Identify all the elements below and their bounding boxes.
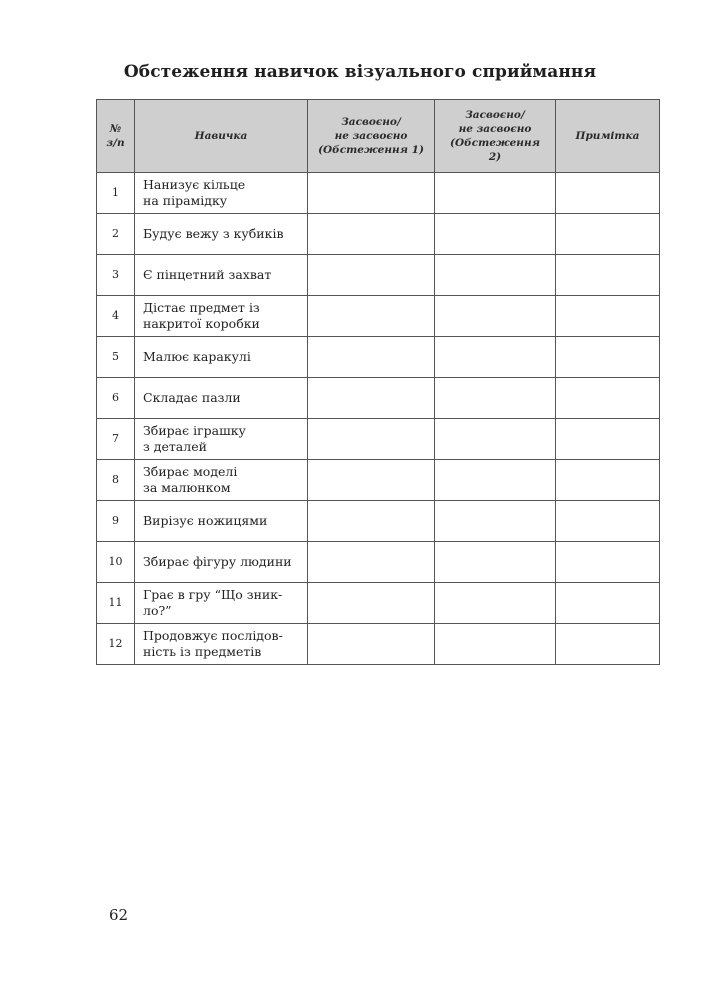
row-number: 6 — [97, 378, 135, 419]
skill-cell: Є пінцетний захват — [135, 255, 308, 296]
skill-cell: Збирає іграшку з деталей — [135, 419, 308, 460]
exam-2-cell[interactable] — [435, 460, 556, 501]
exam-2-cell[interactable] — [435, 173, 556, 214]
note-cell[interactable] — [556, 624, 660, 665]
table-row — [97, 337, 660, 378]
skill-cell: Нанизує кільце на пірамідку — [135, 173, 308, 214]
header-skill: Навичка — [135, 100, 308, 173]
note-cell[interactable] — [556, 501, 660, 542]
row-number: 1 — [97, 173, 135, 214]
exam-1-cell[interactable] — [308, 501, 435, 542]
header-exam-1: Засвоєно/ не засвоєно (Обстеження 1) — [308, 100, 435, 173]
table-row — [97, 460, 660, 501]
page-number: 62 — [109, 906, 129, 924]
row-number: 3 — [97, 255, 135, 296]
table-row — [97, 296, 660, 337]
exam-2-cell[interactable] — [435, 214, 556, 255]
row-number: 5 — [97, 337, 135, 378]
note-cell[interactable] — [556, 337, 660, 378]
exam-1-cell[interactable] — [308, 378, 435, 419]
skill-cell: Малює каракулі — [135, 337, 308, 378]
skill-cell: Складає пазли — [135, 378, 308, 419]
exam-2-cell[interactable] — [435, 501, 556, 542]
page-title: Обстеження навичок візуального сприймання — [123, 62, 597, 82]
row-number: 7 — [97, 419, 135, 460]
exam-2-cell[interactable] — [435, 583, 556, 624]
skills-assessment-table — [96, 99, 660, 665]
note-cell[interactable] — [556, 296, 660, 337]
table-row — [97, 419, 660, 460]
exam-1-cell[interactable] — [308, 255, 435, 296]
note-cell[interactable] — [556, 378, 660, 419]
exam-2-cell[interactable] — [435, 378, 556, 419]
note-cell[interactable] — [556, 255, 660, 296]
header-exam-2: Засвоєно/ не засвоєно (Обстеження 2) — [435, 100, 556, 173]
table-row — [97, 255, 660, 296]
exam-1-cell[interactable] — [308, 296, 435, 337]
row-number: 9 — [97, 501, 135, 542]
exam-1-cell[interactable] — [308, 419, 435, 460]
note-cell[interactable] — [556, 419, 660, 460]
row-number: 11 — [97, 583, 135, 624]
exam-2-cell[interactable] — [435, 542, 556, 583]
table-row — [97, 173, 660, 214]
exam-2-cell[interactable] — [435, 419, 556, 460]
note-cell[interactable] — [556, 583, 660, 624]
exam-2-cell[interactable] — [435, 624, 556, 665]
table-row — [97, 214, 660, 255]
row-number: 4 — [97, 296, 135, 337]
row-number: 10 — [97, 542, 135, 583]
note-cell[interactable] — [556, 542, 660, 583]
exam-1-cell[interactable] — [308, 583, 435, 624]
header-note: Примітка — [556, 100, 660, 173]
table-row — [97, 624, 660, 665]
row-number: 2 — [97, 214, 135, 255]
table-header-row — [97, 100, 660, 173]
note-cell[interactable] — [556, 460, 660, 501]
exam-1-cell[interactable] — [308, 460, 435, 501]
table-row — [97, 501, 660, 542]
skill-cell: Грає в гру “Що зник- ло?” — [135, 583, 308, 624]
exam-1-cell[interactable] — [308, 337, 435, 378]
table-row — [97, 583, 660, 624]
exam-2-cell[interactable] — [435, 296, 556, 337]
skill-cell: Дістає предмет із накритої коробки — [135, 296, 308, 337]
exam-1-cell[interactable] — [308, 173, 435, 214]
exam-1-cell[interactable] — [308, 214, 435, 255]
note-cell[interactable] — [556, 173, 660, 214]
exam-2-cell[interactable] — [435, 337, 556, 378]
table-row — [97, 378, 660, 419]
exam-2-cell[interactable] — [435, 255, 556, 296]
skill-cell: Продовжує послідов- ність із предметів — [135, 624, 308, 665]
skill-cell: Збирає фігуру людини — [135, 542, 308, 583]
note-cell[interactable] — [556, 214, 660, 255]
row-number: 12 — [97, 624, 135, 665]
exam-1-cell[interactable] — [308, 624, 435, 665]
skill-cell: Вирізує ножицями — [135, 501, 308, 542]
exam-1-cell[interactable] — [308, 542, 435, 583]
skill-cell: Будує вежу з кубиків — [135, 214, 308, 255]
table-row — [97, 542, 660, 583]
row-number: 8 — [97, 460, 135, 501]
header-number: № з/п — [97, 100, 135, 173]
skill-cell: Збирає моделі за малюнком — [135, 460, 308, 501]
